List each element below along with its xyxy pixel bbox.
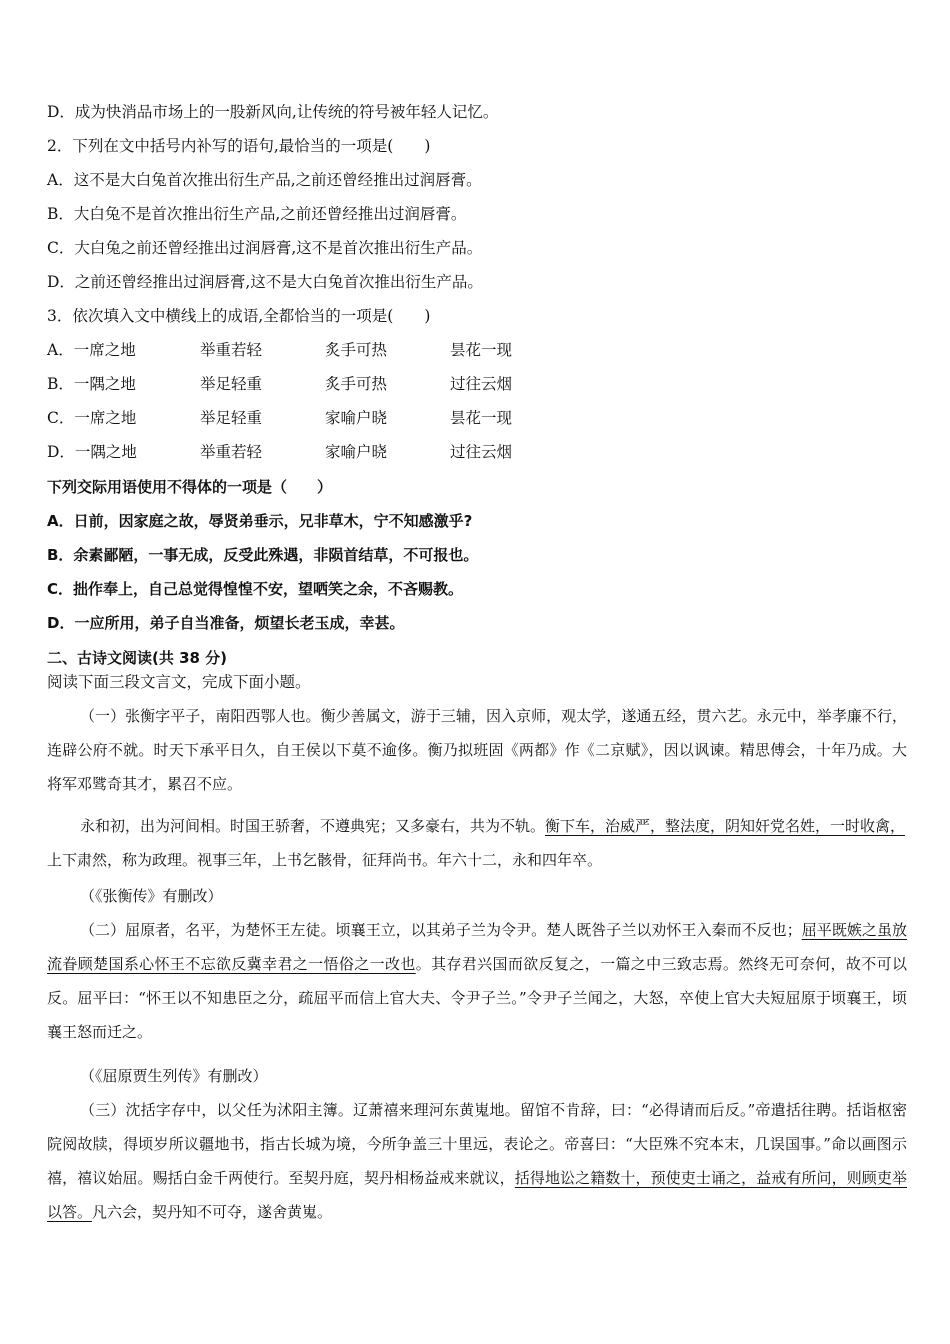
q3-option-label: B．一隅之地	[47, 375, 136, 393]
q2-option-c: C．大白兔之前还曾经推出过润唇膏,这不是首次推出衍生产品。	[47, 239, 483, 257]
passage-2	[47, 913, 907, 1049]
q3-idiom: 炙手可热	[325, 375, 388, 393]
q3-idiom: 过往云烟	[450, 443, 513, 461]
q4-option-d: D．一应所用，弟子自当准备，烦望长老玉成，幸甚。	[47, 614, 405, 632]
q3-idiom: 举足轻重	[200, 375, 263, 393]
underlined-sentence: 屈平既嫉之虽放流眷顾楚国系心怀王不忘欲反冀幸君之一悟俗之一改也	[47, 921, 907, 973]
q3-idiom: 昙花一现	[450, 409, 513, 427]
q3-idiom: 举足轻重	[200, 409, 263, 427]
section-instruction: 阅读下面三段文言文，完成下面小题。	[47, 673, 311, 691]
q3-idiom: 过往云烟	[450, 375, 513, 393]
q2-stem: 2．下列在文中括号内补写的语句,最恰当的一项是( )	[47, 137, 431, 155]
text-segment: 上下肃然，称为政理。视事三年，上书乞骸骨，征拜尚书。年六十二，永和四年卒。	[47, 851, 603, 869]
q1-option-d: D．成为快消品市场上的一股新风向,让传统的符号被年轻人记忆。	[47, 103, 499, 121]
q3-idiom: 昙花一现	[450, 341, 513, 359]
text-segment: 永和初，出为河间相。时国王骄奢，不遵典宪；又多豪右，共为不轨。	[80, 817, 546, 835]
q3-idiom: 举重若轻	[200, 443, 263, 461]
q2-option-d: D．之前还曾经推出过润唇膏,这不是大白兔首次推出衍生产品。	[47, 273, 483, 291]
q3-option-label: D．一隅之地	[47, 443, 137, 461]
text-segment: （二）屈原者，名平，为楚怀王左徒。顷襄王立，以其弟子兰为令尹。楚人既咎子兰以劝怀王入秦而不反也；	[80, 921, 802, 939]
q3-idiom: 炙手可热	[325, 341, 388, 359]
q4-stem: 下列交际用语使用不得体的一项是（ ）	[47, 478, 333, 496]
source-note-zhangheng: （《张衡传》有删改）	[80, 887, 223, 905]
text-segment: （三）沈括字存中，以父任为沭阳主簿。辽萧禧来理河东黄嵬地。留馆不肯辞，曰：“必得请而后反。”帝遣括往聘。括诣枢密院阅故牍，得顷岁所议疆地书，指古长城为境，今所争盖三十里远，表论之。帝喜曰：“大臣殊不究本末，几误国事。”命以画图示禧，禧议始屈。赐括白金千两使行。至契丹庭，契丹相杨益戒来就议，	[47, 1101, 907, 1187]
q4-option-c: C．拙作奉上，自己总觉得惶惶不安，望哂笑之余，不吝赐教。	[47, 580, 464, 598]
passage-3	[47, 1093, 907, 1229]
underlined-sentence: 衡下车，治威严，整法度，阴知奸党名姓，一时收禽，	[545, 817, 906, 835]
text-segment: 凡六会，契丹知不可夺，遂舍黄嵬。	[92, 1203, 333, 1221]
q2-option-a: A．这不是大白兔首次推出衍生产品,之前还曾经推出过润唇膏。	[47, 171, 482, 189]
underlined-sentence: 括得地讼之籍数十，预使吏士诵之，益戒有所问，则顾吏举以答。	[47, 1169, 907, 1221]
q4-option-a: A．日前，因家庭之故，辱贤弟垂示，兄非草木，宁不知感激乎?	[47, 512, 473, 530]
q3-option-label: C．一席之地	[47, 409, 137, 427]
q3-idiom: 家喻户晓	[325, 409, 388, 427]
passage-1-paragraph-2	[47, 809, 907, 877]
passage-1-paragraph-1: （一）张衡字平子，南阳西鄂人也。衡少善属文，游于三辅，因入京师，观太学，遂通五经，贯六艺。永元中，举孝廉不行，连辟公府不就。时天下承平日久，自王侯以下莫不逾侈。衡乃拟班固《两都》作《二京赋》，因以讽谏。精思傅会，十年乃成。大将军邓骘奇其才，累召不应。	[47, 707, 907, 793]
q3-idiom: 举重若轻	[200, 341, 263, 359]
text-segment: 。其存君兴国而欲反复之，一篇之中三致志焉。然终无可奈何，故不可以反。屈平曰：“怀王以不知患臣之分，疏屈平而信上官大夫、令尹子兰。”令尹子兰闻之，大怒，卒使上官大夫短屈原于顷襄王，顷襄王怒而迁之。	[47, 955, 907, 1041]
section-title: 二、古诗文阅读(共 38 分)	[47, 649, 228, 667]
source-note-quyuan: （《屈原贾生列传》有删改）	[80, 1067, 268, 1085]
q3-option-label: A．一席之地	[47, 341, 136, 359]
q3-stem: 3．依次填入文中横线上的成语,全都恰当的一项是( )	[47, 307, 431, 325]
q3-idiom: 家喻户晓	[325, 443, 388, 461]
q2-option-b: B．大白兔不是首次推出衍生产品,之前还曾经推出过润唇膏。	[47, 205, 467, 223]
q4-option-b: B．余素鄙陋，一事无成，反受此殊遇，非陨首结草，不可报也。	[47, 546, 479, 564]
